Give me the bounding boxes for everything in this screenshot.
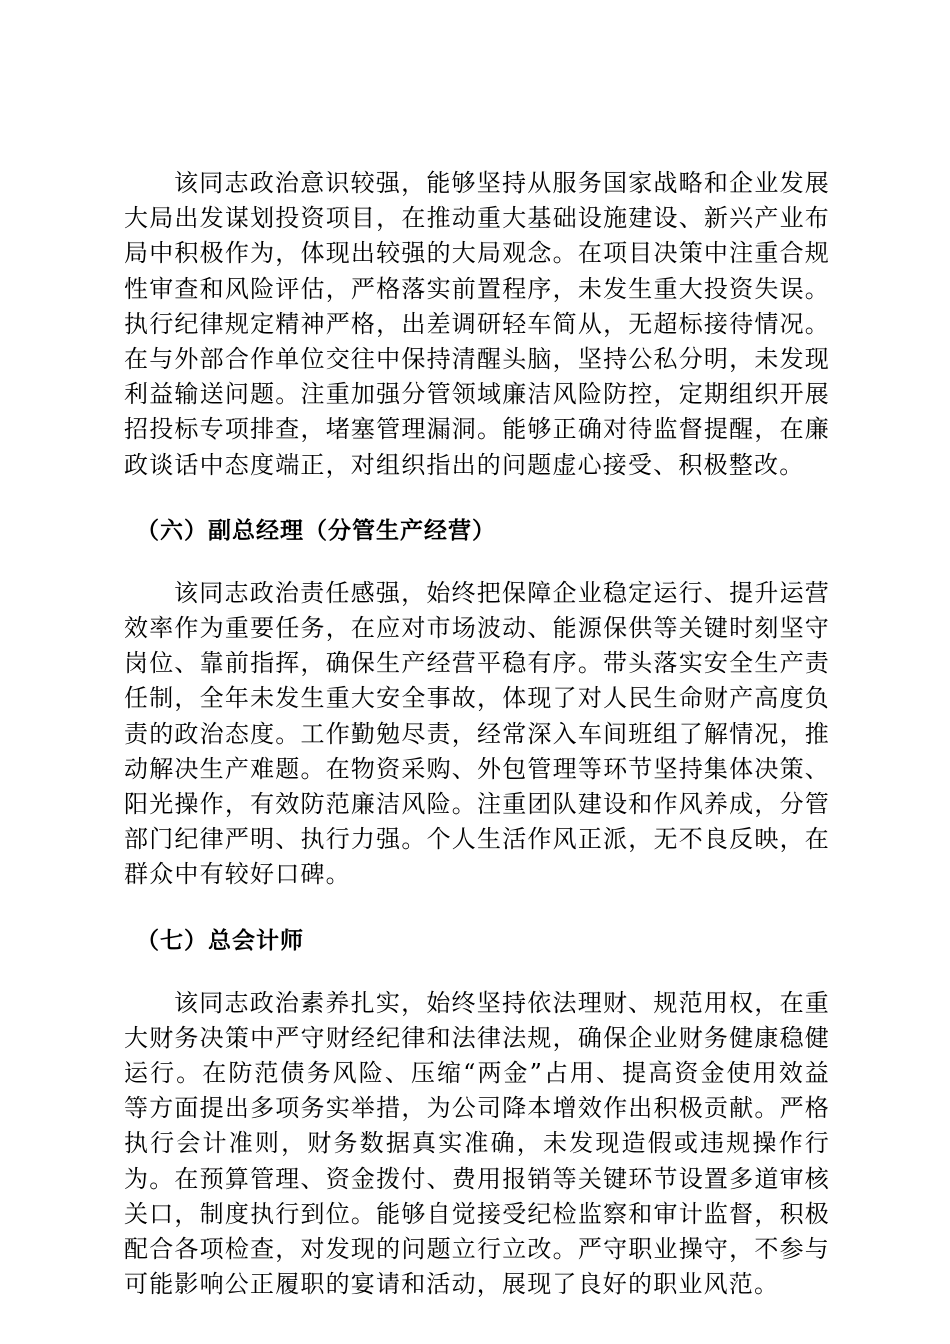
paragraph-evaluation-6: 该同志政治责任感强，始终把保障企业稳定运行、提升运营效率作为重要任务，在应对市场波动、能源保供等关键时刻坚守岗位、靠前指挥，确保生产经营平稳有序。带头落实安全生产责任制，全年未发生重大安全事故，体现了对人民生命财产高度负责的政治态度。工作勤勉尽责，经常深入车间班组了解情况，推动解决生产难题。在物资采购、外包管理等环节坚持集体决策、阳光操作，有效防范廉洁风险。注重团队建设和作风养成，分管部门纪律严明、执行力强。个人生活作风正派，无不良反映，在群众中有较好口碑。	[124, 578, 830, 889]
heading-section-6: （六）副总经理（分管生产经营）	[136, 517, 496, 544]
document-body	[124, 166, 830, 1302]
paragraph-evaluation-5: 该同志政治意识较强，能够坚持从服务国家战略和企业发展大局出发谋划投资项目，在推动重大基础设施建设、新兴产业布局中积极作为，体现出较强的大局观念。在项目决策中注重合规性审查和风险评估，严格落实前置程序，未发生重大投资失误。执行纪律规定精神严格，出差调研轻车简从，无超标接待情况。在与外部合作单位交往中保持清醒头脑，坚持公私分明，未发现利益输送问题。注重加强分管领域廉洁风险防控，定期组织开展招投标专项排查，堵塞管理漏洞。能够正确对待监督提醒，在廉政谈话中态度端正，对组织指出的问题虚心接受、积极整改。	[124, 169, 830, 479]
paragraph-evaluation-7: 该同志政治素养扎实，始终坚持依法理财、规范用权，在重大财务决策中严守财经纪律和法律法规，确保企业财务健康稳健运行。在防范债务风险、压缩“两金”占用、提高资金使用效益等方面提出多项务实举措，为公司降本增效作出积极贡献。严格执行会计准则，财务数据真实准确，未发现造假或违规操作行为。在预算管理、资金拨付、费用报销等关键环节设置多道审核关口，制度执行到位。能够自觉接受纪检监察和审计监督，积极配合各项检查，对发现的问题立行立改。严守职业操守，不参与可能影响公正履职的宴请和活动，展现了良好的职业风范。	[124, 988, 830, 1299]
heading-section-7: （七）总会计师	[136, 927, 304, 954]
